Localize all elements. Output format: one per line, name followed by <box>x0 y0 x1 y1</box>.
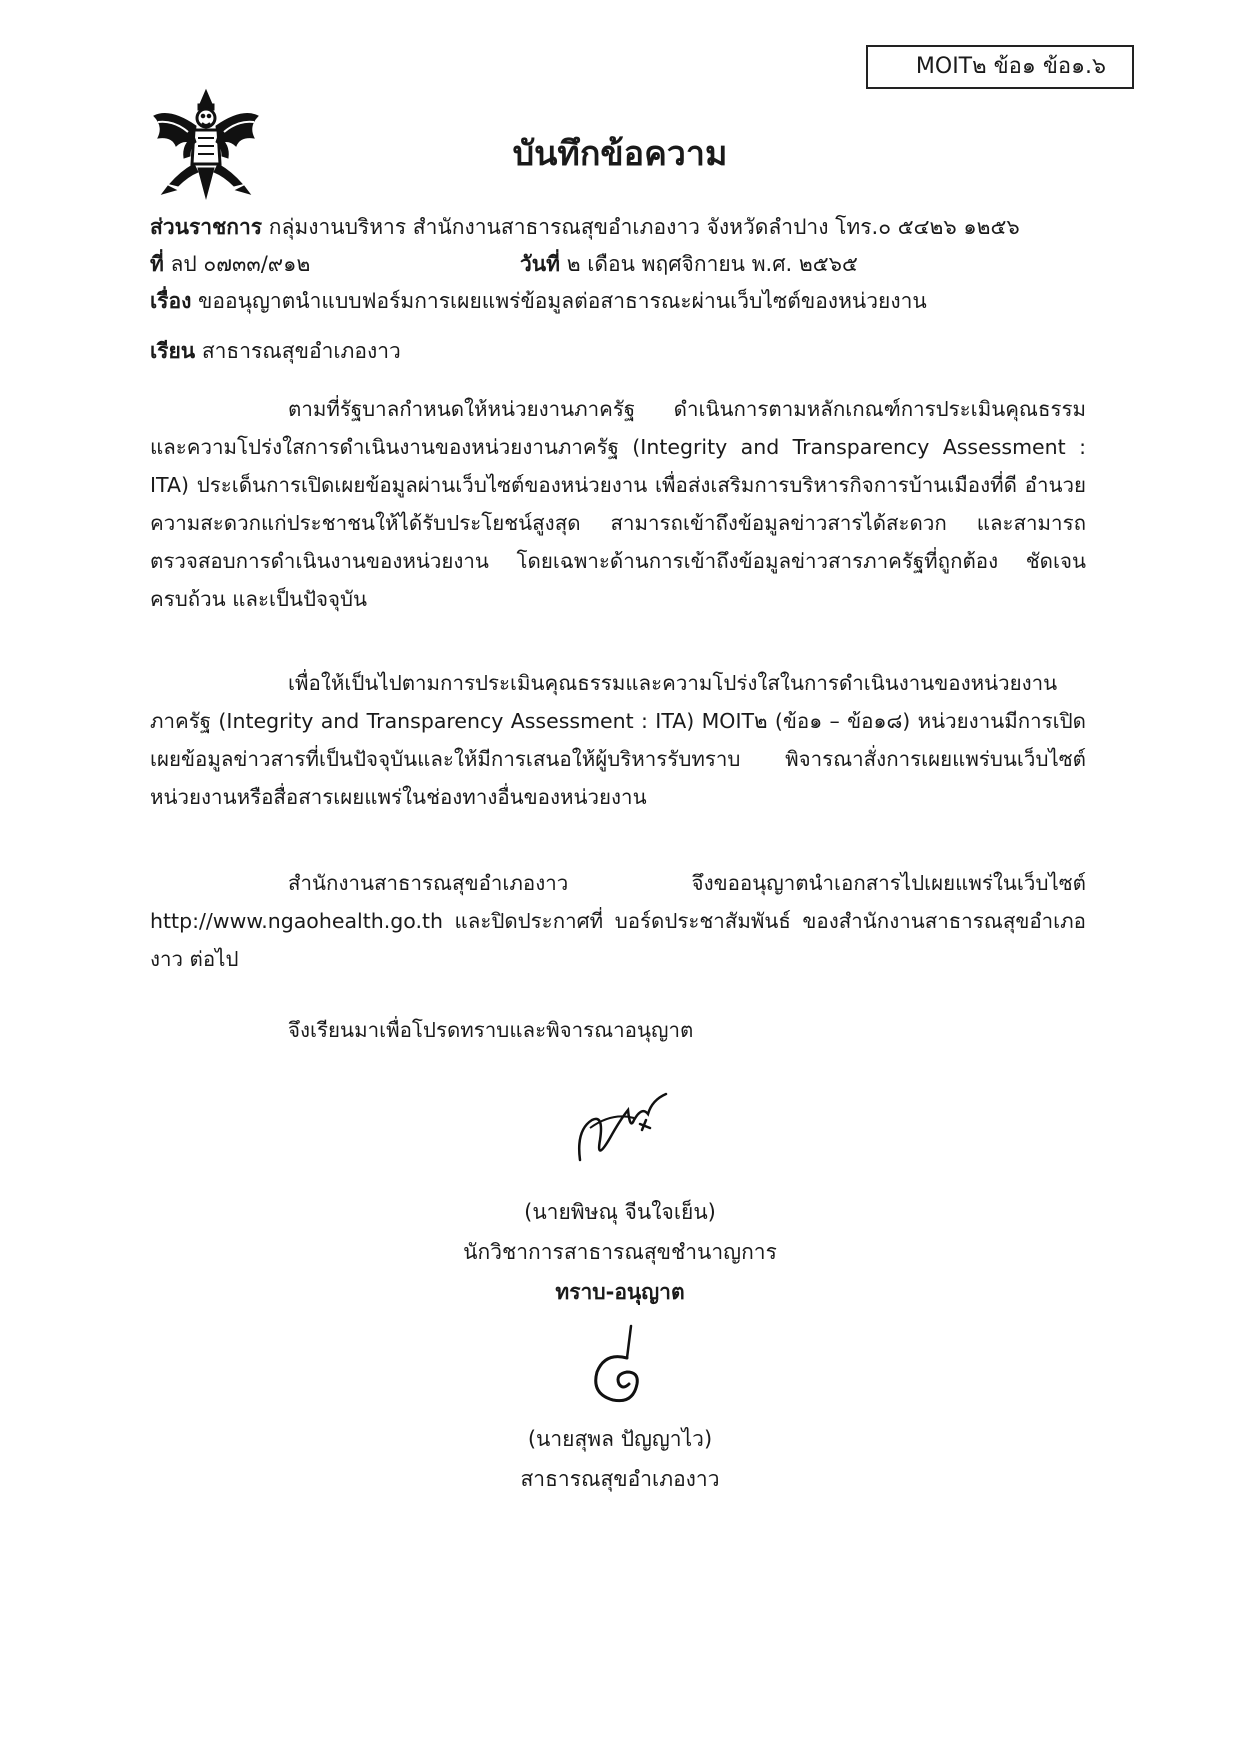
document-number-line <box>150 249 310 279</box>
body-paragraph-1: ตามที่รัฐบาลกำหนดให้หน่วยงานภาครัฐ ดำเนินการตามหลักเกณฑ์การประเมินคุณธรรม และความโปร่งใสการดำเนินงานของหน่วยงานภาครัฐ (Integrity and Transparency Assessment : ITA) ประเด็นการเปิดเผยข้อมูลผ่านเว็บไซต์ของหน่วยงาน เพื่อส่งเสริมการบริหารกิจการบ้านเมืองที่ดี อำนวยความสะดวกแก่ประชาชนให้ได้รับประโยชน์สูงสุด สามารถเข้าถึงข้อมูลข่าวสารได้สะดวก และสามารถตรวจสอบการดำเนินงานของหน่วยงาน โดยเฉพาะด้านการเข้าถึงข้อมูลข่าวสารภาครัฐที่ถูกต้อง ชัดเจน ครบถ้วน และเป็นปัจจุบัน <box>150 397 1086 611</box>
agency-value: กลุ่มงานบริหาร สำนักงานสาธารณสุขอำเภองาว จังหวัดลำปาง โทร.๐ ๕๔๒๖ ๑๒๕๖ <box>268 215 1020 239</box>
signatory-1-name: (นายพิษณุ จีนใจเย็น) <box>524 1200 716 1224</box>
subject-label: เรื่อง <box>150 289 192 313</box>
closing-line: จึงเรียนมาเพื่อโปรดทราบและพิจารณาอนุญาต <box>288 1018 694 1042</box>
reference-box: MOIT๒ ข้อ๑ ข้อ๑.๖ <box>866 45 1134 89</box>
body-paragraph-3: สำนักงานสาธารณสุขอำเภองาว จึงขออนุญาตนำเอกสารไปเผยแพร่ในเว็บไซต์ http://www.ngaohealth.go.th และปิดประกาศที่ บอร์ดประชาสัมพันธ์ ของสำนักงานสาธารณสุขอำเภองาว ต่อไป <box>150 871 1086 971</box>
signature-2-icon <box>575 1322 665 1412</box>
signatory-1-position: นักวิชาการสาธารณสุขชำนาญการ <box>463 1240 777 1264</box>
recipient-value: สาธารณสุขอำเภองาว <box>201 339 401 363</box>
recipient-label: เรียน <box>150 339 196 363</box>
body-paragraph-2: เพื่อให้เป็นไปตามการประเมินคุณธรรมและความโปร่งใสในการดำเนินงานของหน่วยงานภาครัฐ (Integrity and Transparency Assessment : ITA) MOIT๒ (ข้อ๑ – ข้อ๑๘) หน่วยงานมีการเปิดเผยข้อมูลข่าวสารที่เป็นปัจจุบันและให้มีการเสนอให้ผู้บริหารรับทราบ พิจารณาสั่งการเผยแพร่บนเว็บไซต์หน่วยงานหรือสื่อสารเผยแพร่ในช่องทางอื่นของหน่วยงาน <box>150 671 1086 809</box>
signatory-2-position: สาธารณสุขอำเภองาว <box>520 1467 720 1491</box>
subject-line <box>150 286 927 316</box>
recipient-line <box>150 336 401 366</box>
document-number-label: ที่ <box>150 252 164 276</box>
agency-label: ส่วนราชการ <box>150 215 263 239</box>
document-number-value: ลป ๐๗๓๓/๙๑๒ <box>170 252 311 276</box>
date-line <box>520 249 858 279</box>
signatory-2-name: (นายสุพล ปัญญาไว) <box>527 1427 713 1451</box>
subject-value: ขออนุญาตนำแบบฟอร์มการเผยแพร่ข้อมูลต่อสาธารณะผ่านเว็บไซต์ของหน่วยงาน <box>198 289 927 313</box>
date-label: วันที่ <box>520 252 560 276</box>
signature-1-icon <box>570 1090 680 1170</box>
date-value: ๒ เดือน พฤศจิกายน พ.ศ. ๒๕๖๕ <box>566 252 858 276</box>
agency-line <box>150 212 1020 242</box>
document-title: บันทึกข้อความ <box>512 134 728 174</box>
approval-note: ทราบ-อนุญาต <box>555 1280 685 1304</box>
